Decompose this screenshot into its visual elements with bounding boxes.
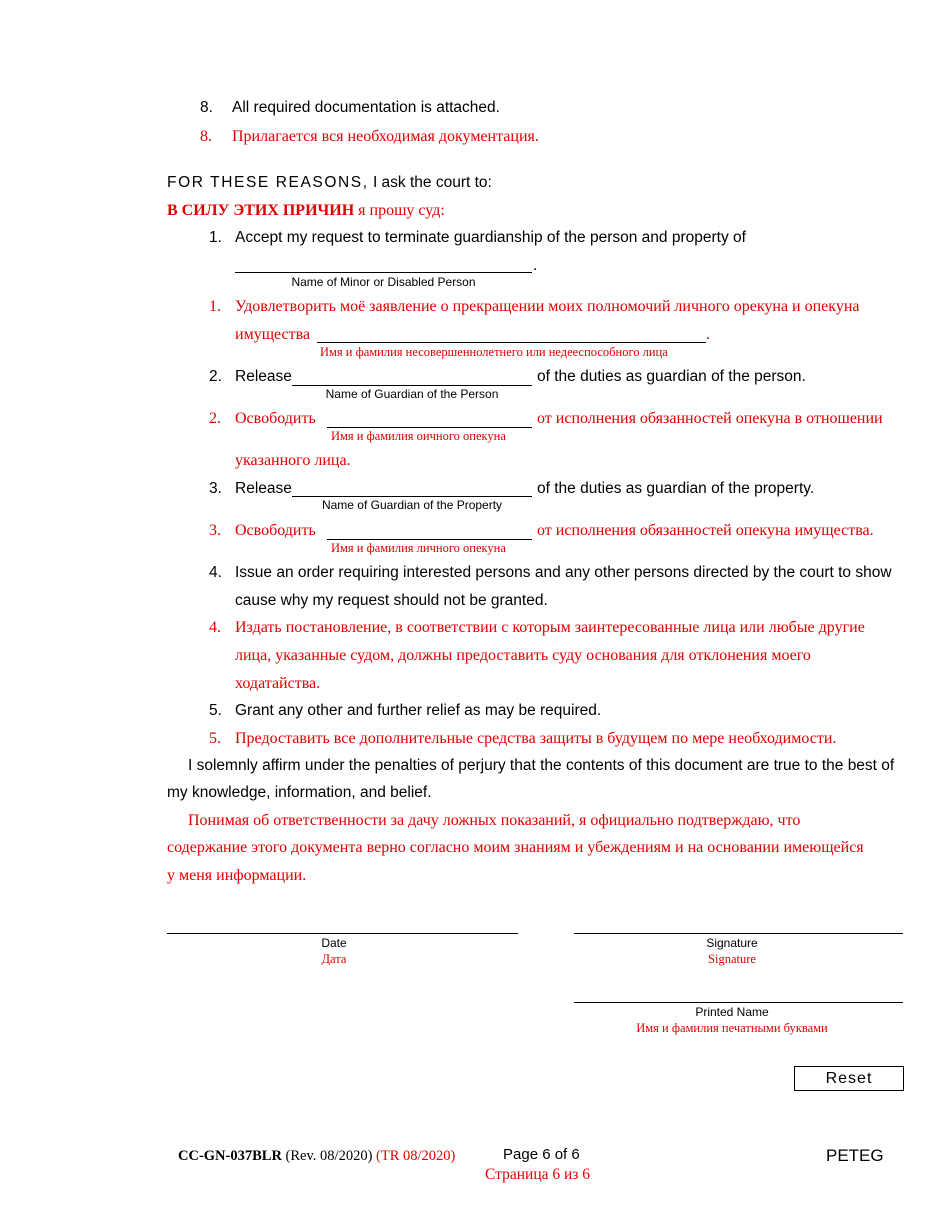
minor-name-field[interactable] [235,272,532,273]
request-4-text-line2: cause why my request should not be granted. [235,592,548,609]
guardian-person-caption: Name of Guardian of the Person [325,387,499,401]
minor-name-field-ru[interactable] [317,342,706,343]
request-3-duties: of the duties as guardian of the property. [537,480,815,497]
date-label: Date [321,936,347,950]
affirmation-line1: I solemnly affirm under the penalties of perjury that the contents of this document are true to the best of [188,757,895,774]
form-translation-revision: (TR 08/2020) [372,1148,456,1164]
form-code: PETEG [826,1146,884,1165]
request-2-duties: of the duties as guardian of the person. [537,368,806,385]
date-field[interactable] [167,933,518,934]
request-3-number: 3. [209,480,222,497]
guardian-property-field[interactable] [292,496,532,497]
request-1-number-ru: 1. [209,298,221,315]
item-8-number: 8. [200,99,213,116]
request-4-text-ru-line3: ходатайства. [235,675,321,692]
reasons-heading [167,174,492,192]
guardian-person-field-ru[interactable] [327,427,532,428]
request-4-text-line1: Issue an order requiring interested persons and any other persons directed by the court to show [235,564,892,581]
request-5-number-ru: 5. [209,730,221,747]
request-4-text-ru-line2: лица, указанные судом, должны предоставить суду основания для отклонения моего [235,647,811,664]
printed-name-label-ru: Имя и фамилия печатными буквами [636,1021,828,1035]
signature-label-ru: Signature [708,952,756,966]
affirmation-line2: my knowledge, information, and belief. [167,784,432,801]
guardian-property-caption: Name of Guardian of the Property [321,498,503,512]
reasons-heading-rest: I ask the court to: [368,174,492,191]
minor-name-caption: Name of Minor or Disabled Person [291,275,476,289]
affirmation-ru-line3: у меня информации. [167,867,307,884]
request-3-duties-ru: от исполнения обязанностей опекуна имущества. [537,522,874,539]
reasons-heading-ru-bold: В СИЛУ ЭТИХ ПРИЧИН [167,202,355,219]
request-4-number: 4. [209,564,222,581]
date-label-ru: Дата [321,952,347,966]
request-1-period-ru: . [706,326,710,343]
item-8-number-ru: 8. [200,128,212,145]
request-2-number: 2. [209,368,222,385]
guardian-person-field[interactable] [292,385,532,386]
form-revision: (Rev. 08/2020) [281,1148,373,1164]
guardian-property-field-ru[interactable] [327,539,532,540]
form-id-line [178,1148,455,1165]
request-3-number-ru: 3. [209,522,221,539]
printed-name-field[interactable] [574,1002,903,1003]
reasons-heading-lead: FOR THESE REASONS, [167,174,369,191]
request-4-text-ru-line1: Издать постановление, в соответствии с которым заинтересованные лица или любые другие [235,619,865,636]
reset-button[interactable]: Reset [794,1066,904,1091]
request-1-number: 1. [209,229,222,246]
signature-field[interactable] [574,933,903,934]
request-1-period: . [533,257,538,274]
request-2-duties-ru-line2: указанного лица. [235,452,351,469]
reasons-heading-ru [167,202,445,220]
printed-name-label: Printed Name [695,1005,769,1019]
request-4-number-ru: 4. [209,619,221,636]
request-2-number-ru: 2. [209,410,221,427]
request-5-text: Grant any other and further relief as may be required. [235,702,602,719]
page-number-ru: Страница 6 из 6 [485,1166,591,1183]
request-2-release-ru: Освободить [235,410,316,427]
request-3-release-ru: Освободить [235,522,316,539]
minor-name-caption-ru: Имя и фамилия несовершеннолетнего или недееспособного лица [320,345,668,359]
affirmation-ru-line2: содержание этого документа верно согласно моим знаниям и убеждениям и на основании имеющейся [167,839,864,856]
request-1-text-ru-line2: имущества [235,326,311,343]
guardian-person-caption-ru: Имя и фамилия оичного опекуна [331,429,506,443]
request-1-text: Accept my request to terminate guardianship of the person and property of [235,229,746,246]
request-2-duties-ru: от исполнения обязанностей опекуна в отношении [537,410,883,427]
guardian-property-caption-ru: Имя и фамилия личного опекуна [331,541,506,555]
request-2-release: Release [235,368,292,385]
page-number: Page 6 of 6 [503,1146,580,1163]
request-5-number: 5. [209,702,222,719]
request-1-text-ru-line1: Удовлетворить моё заявление о прекращении моих полномочий личного орекуна и опекуна [235,298,860,315]
item-8-text: All required documentation is attached. [232,99,500,116]
form-id: CC-GN-037BLR [178,1148,282,1164]
request-3-release: Release [235,480,292,497]
request-5-text-ru: Предоставить все дополнительные средства защиты в будущем по мере необходимости. [235,730,837,747]
reasons-heading-ru-rest: я прошу суд: [354,202,445,219]
item-8-text-ru: Прилагается вся необходимая документация. [232,128,539,145]
affirmation-ru-line1: Понимая об ответственности за дачу ложных показаний, я официально подтверждаю, что [188,812,801,829]
signature-label: Signature [706,936,758,950]
